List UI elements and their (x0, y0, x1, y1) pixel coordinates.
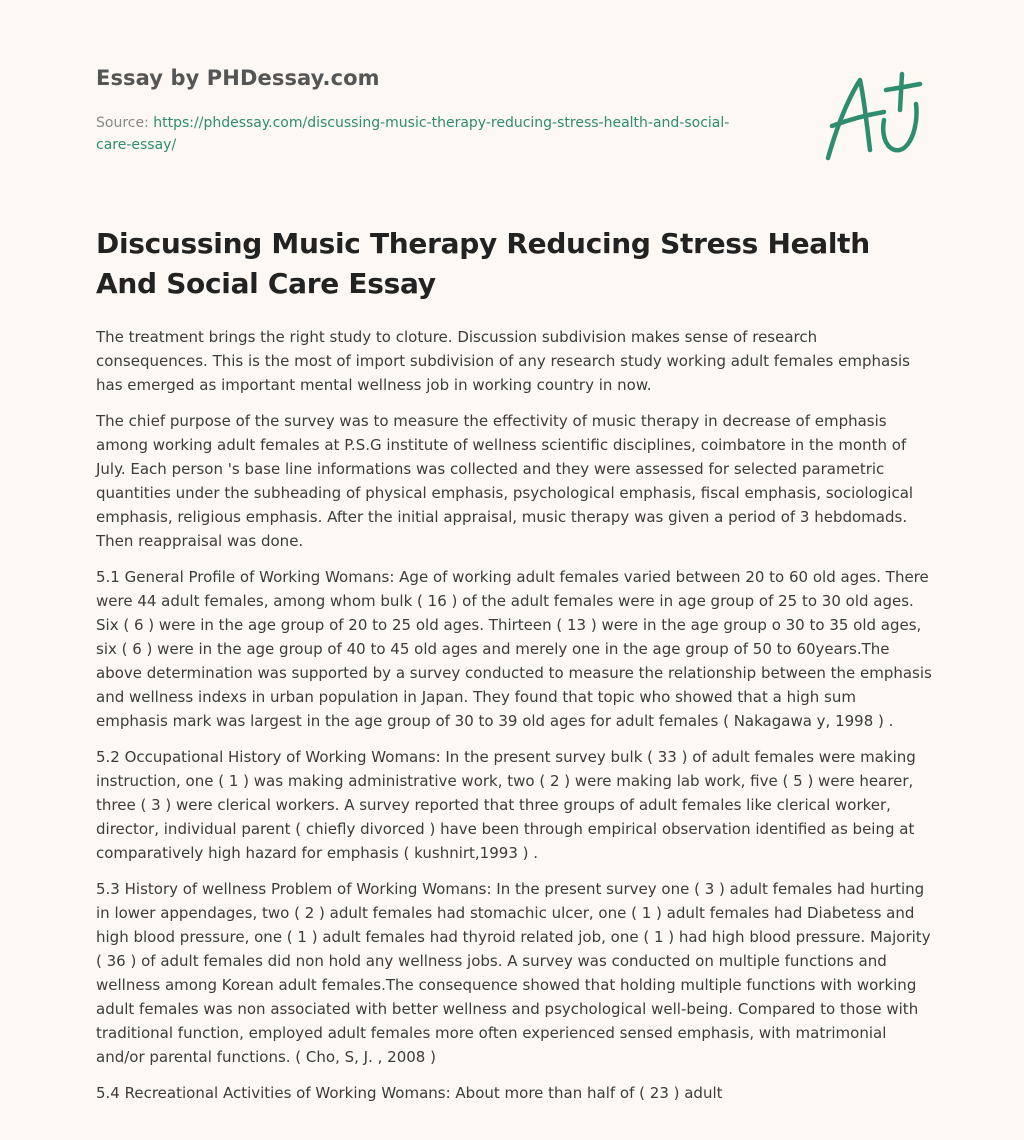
essay-title: Discussing Music Therapy Reducing Stress Health And Social Care Essay (96, 227, 870, 300)
source-label: Source: (96, 115, 154, 131)
a-plus-logo-icon (822, 68, 926, 164)
paragraph: 5.1 General Profile of Working Womans: Age of working adult females varied between 20 to 60 old ages. There were 44 adult females, among whom bulk ( 16 ) of the adult females were in age group of 25 to 30 old ages. Six ( 6 ) were in the age group of 20 to 25 old ages. Thirteen ( 13 ) were in the age group o 30 to 35 old ages, six ( 6 ) were in the age group of 40 to 45 old ages and merely one in the age group of 50 to 60years.The above determination was supported by a survey conducted to measure the relationship between the emphasis and wellness indexs in urban population in Japan. They found that topic who showed that a high sum emphasis mark was largest in the age group of 30 to 39 old ages for adult females ( Nakagawa y, 1998 ) . (96, 568, 932, 730)
paragraph: The treatment brings the right study to cloture. Discussion subdivision makes sense of research consequences. This is the most of import subdivision of any research study working adult females emphasis has emerged as important mental wellness job in working country in now. (96, 328, 910, 394)
essay-body (96, 325, 932, 1117)
site-brand: Essay by PHDessay.com (96, 66, 380, 90)
source-link[interactable]: https://phdessay.com/discussing-music-therapy-reducing-stress-health-and-social-care-essay/ (96, 115, 730, 153)
paragraph: 5.4 Recreational Activities of Working Womans: About more than half of ( 23 ) adult (96, 1084, 723, 1102)
paragraph: 5.2 Occupational History of Working Womans: In the present survey bulk ( 33 ) of adult females were making instruction, one ( 1 ) was making administrative work, two ( 2 ) were making lab work, five ( 5 ) were hearer, three ( 3 ) were clerical workers. A survey reported that three groups of adult females like clerical worker, director, individual parent ( chiefly divorced ) have been through empirical observation identified as being at comparatively high hazard for emphasis ( kushnirt,1993 ) . (96, 748, 916, 862)
paragraph: 5.3 History of wellness Problem of Working Womans: In the present survey one ( 3 ) adult females had hurting in lower appendages, two ( 2 ) adult females had stomachic ulcer, one ( 1 ) adult females had Diabetess and high blood pressure, one ( 1 ) adult females had thyroid related job, one ( 1 ) had high blood pressure. Majority ( 36 ) of adult females did non hold any wellness jobs. A survey was conducted on multiple functions and wellness among Korean adult females.The consequence showed that holding multiple functions with working adult females was non associated with better wellness and psychological well-being. Compared to those with traditional function, employed adult females more often experienced sensed emphasis, with matrimonial and/or parental functions. ( Cho, S, J. , 2008 ) (96, 880, 931, 1066)
paragraph: The chief purpose of the survey was to measure the effectivity of music therapy in decrease of emphasis among working adult females at P.S.G institute of wellness scientific disciplines, coimbatore in the month of July. Each person 's base line informations was collected and they were assessed for selected parametric quantities under the subheading of physical emphasis, psychological emphasis, fiscal emphasis, sociological emphasis, religious emphasis. After the initial appraisal, music therapy was given a period of 3 hebdomads. Then reappraisal was done. (96, 412, 914, 550)
source-line (96, 112, 756, 156)
